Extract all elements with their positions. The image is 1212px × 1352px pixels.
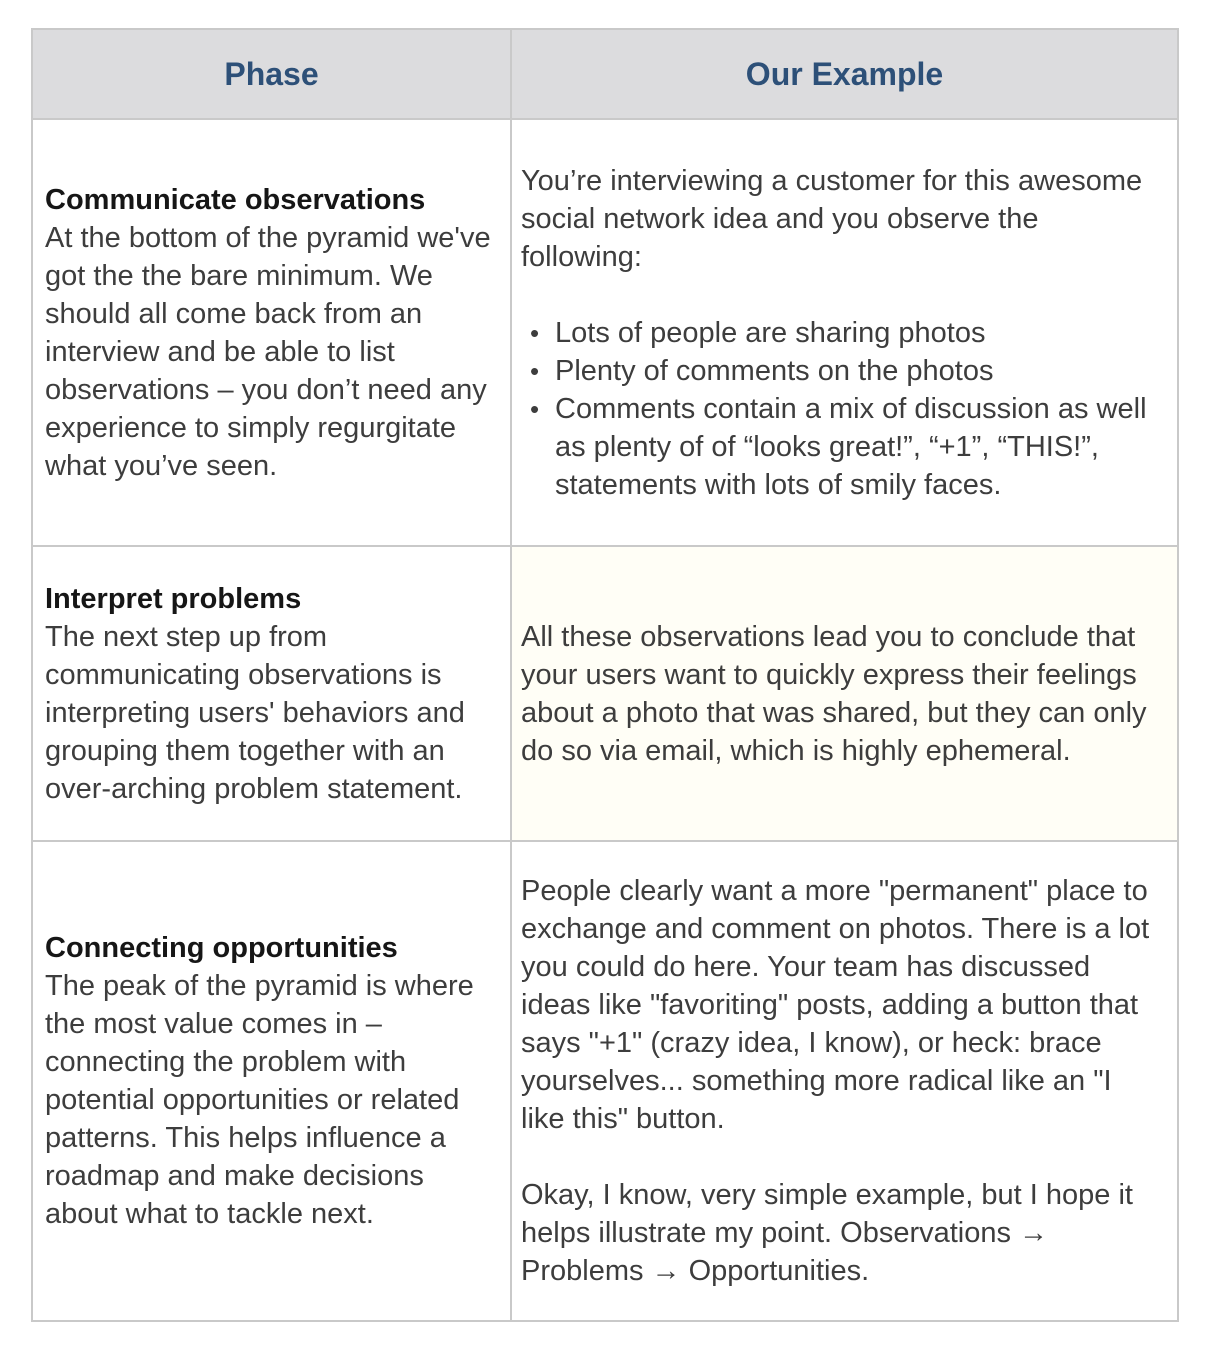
- observation-bullet-list: [521, 314, 1163, 504]
- phase-description: The next step up from communicating observations is interpreting users' behaviors and grouping them together with an over-arching problem statement.: [45, 620, 465, 805]
- list-item: [521, 314, 1163, 352]
- bullet-text: Comments contain a mix of discussion as well as plenty of of “looks great!”, “+1”, “THIS!”, statements with lots of smily faces.: [555, 392, 1147, 501]
- header-cell-our-example: Our Example: [511, 29, 1178, 119]
- phase-example-table: [31, 28, 1179, 1322]
- phase-heading: Connecting opportunities: [45, 932, 398, 964]
- bullet-text: Lots of people are sharing photos: [555, 316, 986, 349]
- example-paragraph: People clearly want a more "permanent" place to exchange and comment on photos. There is a lot you could do here. Your team has discussed ideas like "favoriting" posts, adding a button that says "+1" (crazy idea, I know), or heck: brace yourselves... something more radical like an "I like this" button.: [521, 875, 1150, 1135]
- table-row: [32, 841, 1178, 1321]
- example-paragraph: All these observations lead you to conclude that your users want to quickly express their feelings about a photo that was shared, but they can only do so via email, which is highly ephemeral.: [521, 620, 1147, 767]
- bullet-icon: •: [530, 317, 540, 348]
- phase-cell-communicate-observations: [32, 119, 511, 546]
- phase-heading: Communicate observations: [45, 183, 426, 216]
- bullet-icon: •: [530, 355, 540, 386]
- phase-description: At the bottom of the pyramid we've got the the bare minimum. We should all come back from an interview and be able to list observations – you don’t need any experience to simply regurgitate what you’ve seen.: [45, 221, 491, 482]
- example-intro: You’re interviewing a customer for this awesome social network idea and you observe the following:: [521, 164, 1143, 273]
- table-row: [32, 119, 1178, 546]
- example-paragraph: Okay, I know, very simple example, but I hope it helps illustrate my point. Observations → Problems → Opportunities.: [521, 1179, 1133, 1287]
- example-cell-problems: [511, 546, 1178, 841]
- phase-heading: Interpret problems: [45, 582, 302, 615]
- example-cell-observations: [511, 119, 1178, 546]
- phase-cell-interpret-problems: [32, 546, 511, 841]
- table-row: [32, 546, 1178, 841]
- phase-description: The peak of the pyramid is where the most value comes in – connecting the problem with potential opportunities or related patterns. This helps influence a roadmap and make decisions about what to tackle next.: [45, 970, 474, 1230]
- list-item: [521, 390, 1163, 504]
- phase-cell-connecting-opportunities: [32, 841, 511, 1321]
- header-cell-phase: Phase: [32, 29, 511, 119]
- list-item: [521, 352, 1163, 390]
- bullet-icon: •: [530, 393, 540, 424]
- example-cell-opportunities: [511, 841, 1178, 1321]
- table-header-row: [32, 29, 1178, 119]
- bullet-text: Plenty of comments on the photos: [555, 354, 994, 387]
